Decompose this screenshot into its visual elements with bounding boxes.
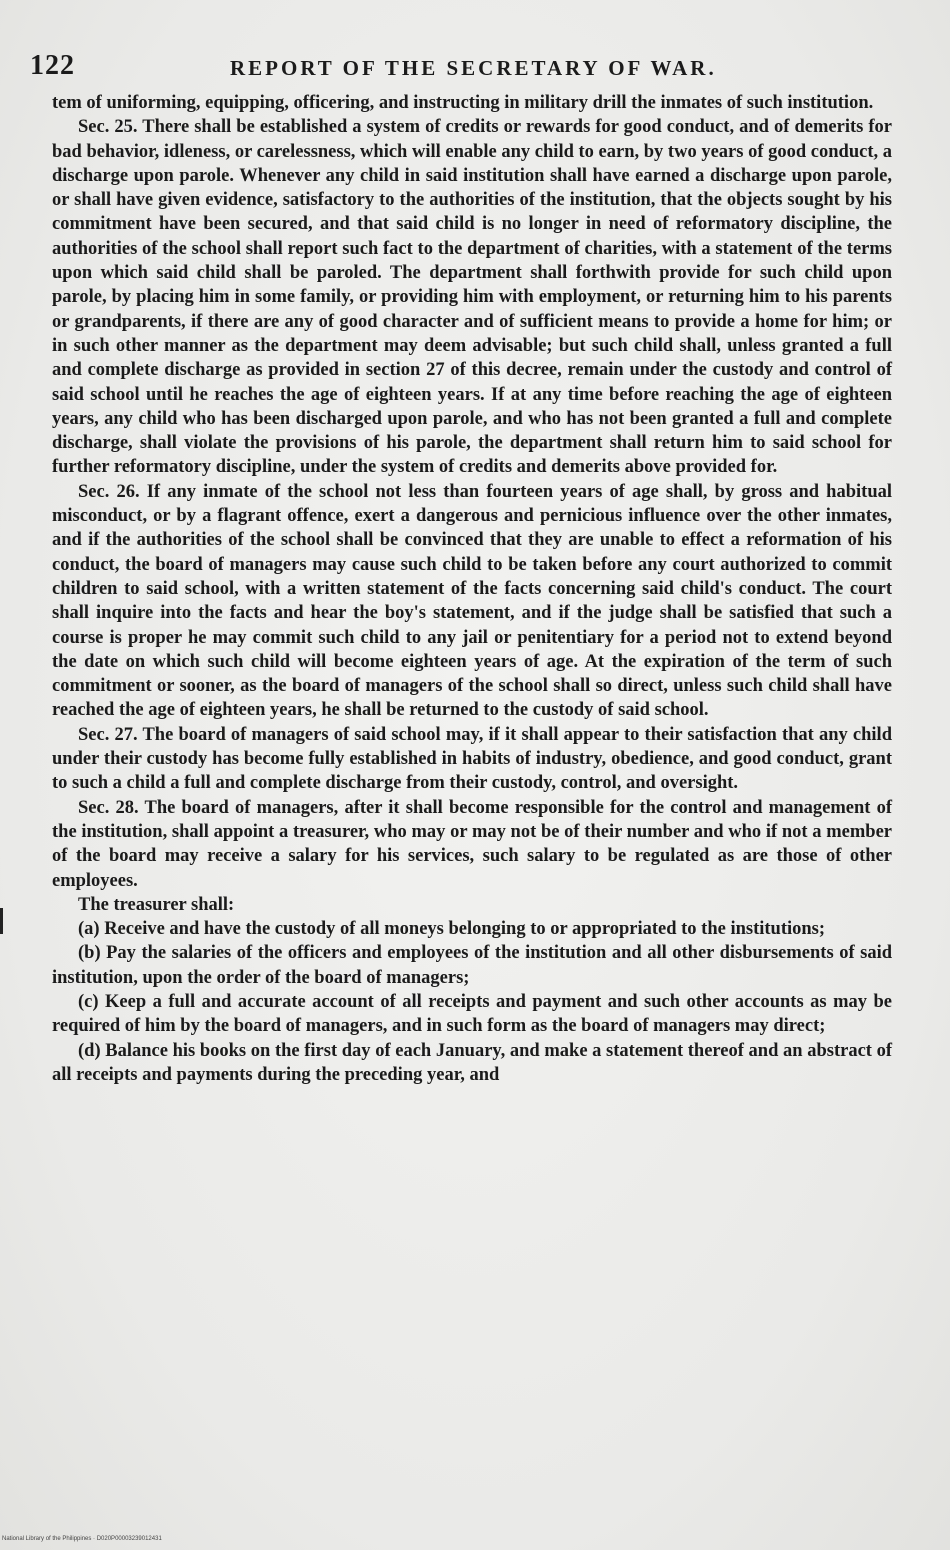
paragraph-item-a: (a) Receive and have the custody of all moneys belonging to or appropriated to the institutions;: [78, 919, 826, 940]
paragraph-treasurer-duties-intro: The treasurer shall:: [78, 894, 235, 915]
paragraph-sec-25: Sec. 25. There shall be established a system of credits or rewards for good conduct, and of demerits for bad behavior, idleness, or carelessness, which will enable any child to earn, by two years of good conduct, a discharge upon parole. Whenever any child in said institution shall have earned a discharge upon parole, or shall have given evidence, satisfactory to the authorities of the institution, that the objects sought by his commitment have been secured, and that said child is no longer in need of reformatory discipline, the authorities of the school shall report such fact to the department of charities, with a statement of the terms upon which said child shall be paroled. The department shall forthwith provide for such child upon parole, by placing him in some family, or providing him with employment, or returning him to his parents or grandparents, if there are any of good character and of sufficient means to provide a home for him; or in such other manner as the department may deem advisable; but such child shall, unless granted a full and complete discharge as provided in section 27 of this decree, remain under the custody and control of said school until he reaches the age of eighteen years. If at any time before reaching the age of eighteen years, any child who has been discharged upon parole, and who has not been granted a full and complete discharge, shall violate the provisions of his parole, the department shall return him to said school for further reformatory discipline, under the system of credits and demerits above provided for.: [52, 117, 892, 478]
page-number: 122: [30, 50, 75, 81]
paragraph-item-b: (b) Pay the salaries of the officers and employees of the institution and all other disbursements of said institution, upon the order of the board of managers;: [52, 943, 892, 988]
paragraph-sec-27: Sec. 27. The board of managers of said school may, if it shall appear to their satisfaction that any child under their custody has become fully established in habits of industry, obedience, and good conduct, grant to such a child a full and complete discharge from their custody, control, and oversight.: [52, 724, 892, 794]
paragraph-sec-28: Sec. 28. The board of managers, after it shall become responsible for the control and management of the institution, shall appoint a treasurer, who may or may not be of their number and who if not a member of the board may receive a salary for his services, such salary to be regulated as are those of other employees.: [52, 797, 892, 891]
page-header: [30, 48, 910, 88]
scan-edge-mark: [0, 908, 3, 934]
paragraph-item-c: (c) Keep a full and accurate account of all receipts and payment and such other accounts as may be required of him by the board of managers, and in such form as the board of managers may direct;: [52, 991, 892, 1037]
body-text: [52, 91, 892, 1087]
paragraph-item-d: (d) Balance his books on the first day of each January, and make a statement thereof and an abstract of all receipts and payments during the preceding year, and: [52, 1040, 892, 1085]
scan-footer-note: National Library of the Philippines · D020P00003239012431: [2, 1536, 162, 1542]
paragraph-sec-26: Sec. 26. If any inmate of the school not less than fourteen years of age shall, by gross and habitual misconduct, or by a flagrant offence, exert a dangerous and pernicious influence over the other inmates, and if the authorities of the school shall be convinced that they are unable to effect a reformation of his conduct, the board of managers may cause such child to be taken before any court authorized to commit children to said school, with a written statement of the facts concerning said child's conduct. The court shall inquire into the facts and hear the boy's statement, and if the judge shall be satisfied that such a course is proper he may commit such child to any jail or penitentiary for a period not to extend beyond the date on which such child will become eighteen years of age. At the expiration of the term of such commitment or sooner, as the board of managers of the school shall so direct, unless such child shall have reached the age of eighteen years, he shall be returned to the custody of said school.: [52, 481, 892, 721]
paragraph-continuation: tem of uniforming, equipping, officering, and instructing in military drill the inmates of such institution.: [52, 93, 874, 113]
running-head: REPORT OF THE SECRETARY OF WAR.: [230, 56, 717, 80]
